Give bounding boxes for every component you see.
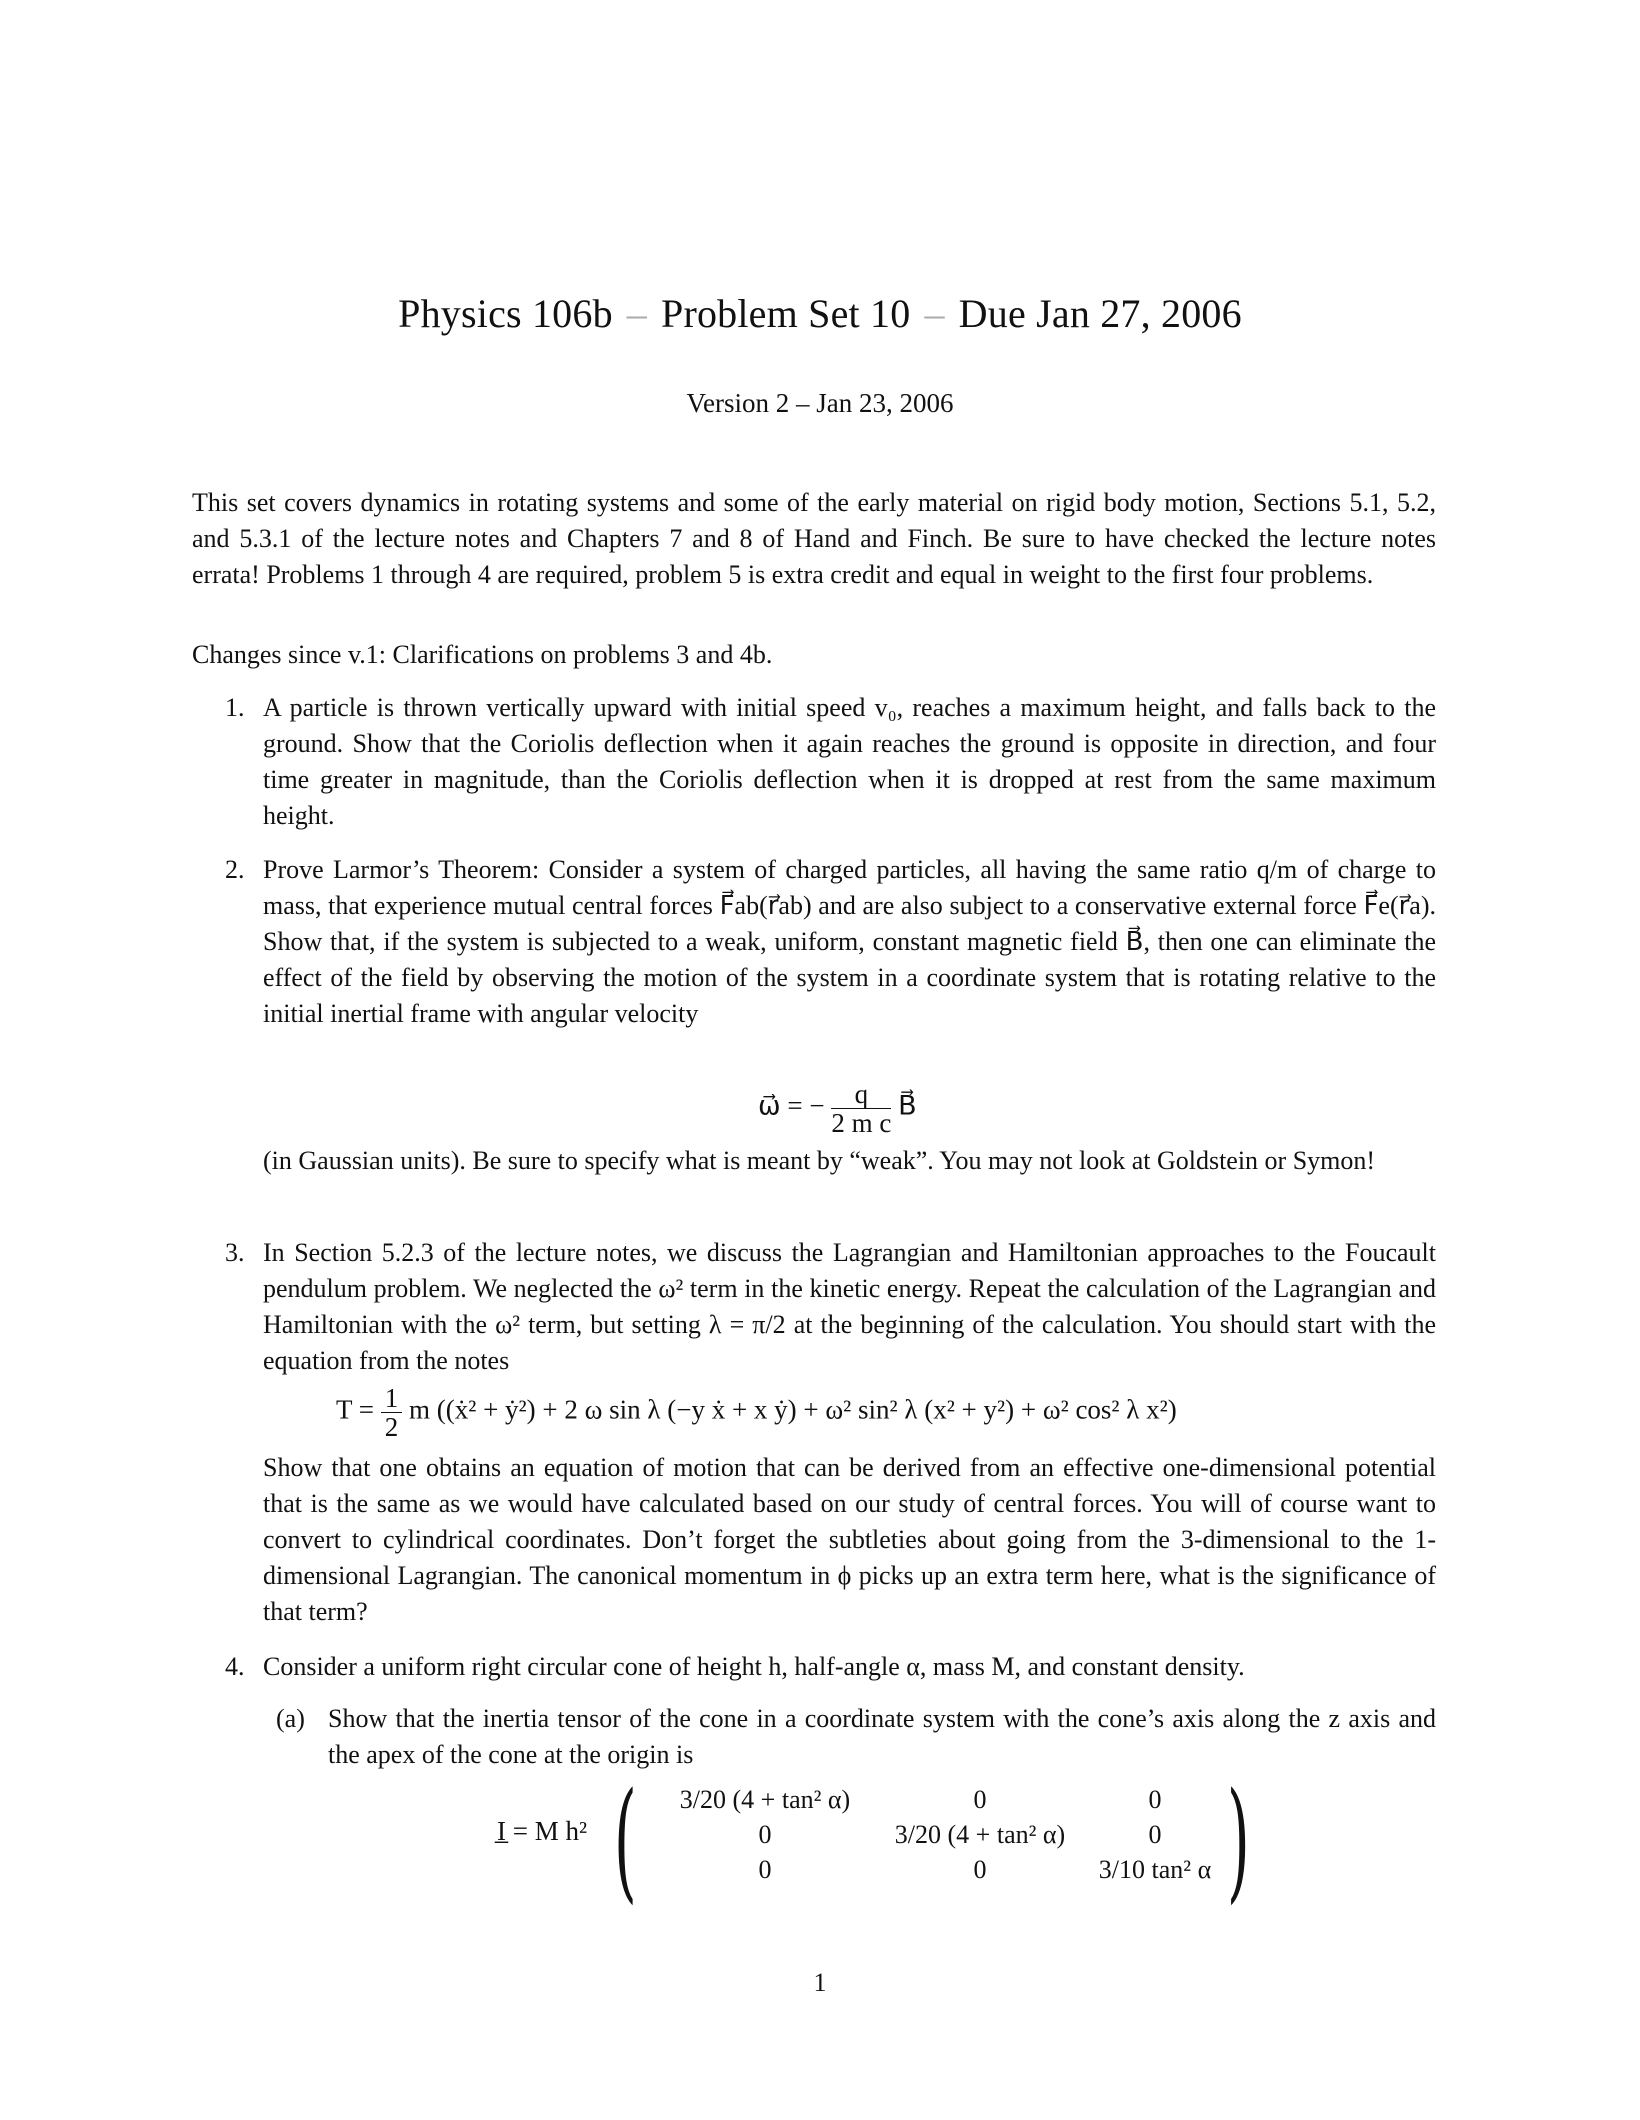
title-due: Due Jan 27, 2006 bbox=[958, 291, 1242, 336]
problem-3-continuation bbox=[263, 1450, 1436, 1630]
problem-text-after: (in Gaussian units). Be sure to specify what is meant by “weak”. You may not look at Goldstein or Symon! bbox=[263, 1146, 1376, 1175]
problem-1 bbox=[225, 690, 1436, 834]
equation-rhs: B⃗ bbox=[898, 1090, 917, 1121]
problem-3 bbox=[225, 1235, 1436, 1379]
fraction-denominator: 2 bbox=[384, 1412, 399, 1442]
matrix-cell-0-2: 0 bbox=[1148, 1785, 1162, 1814]
equation-fraction bbox=[831, 1080, 891, 1137]
matrix-right-paren: ) bbox=[1226, 1764, 1250, 1916]
version-line: Version 2 – Jan 23, 2006 bbox=[686, 388, 954, 418]
problem-number: 3. bbox=[225, 1238, 245, 1267]
problem-number: 2. bbox=[225, 855, 245, 884]
title-separator-2: – bbox=[924, 291, 945, 336]
changes-line: Changes since v.1: Clarifications on problems 3 and 4b. bbox=[192, 640, 773, 669]
equation-lhs: ω⃗ = − bbox=[758, 1090, 825, 1121]
fraction-denominator: 2 m c bbox=[831, 1108, 892, 1138]
problem-4 bbox=[225, 1649, 1436, 1685]
equation-fraction bbox=[381, 1384, 403, 1441]
problem-text-after: Show that one obtains an equation of motion that can be derived from an effective one-dimensional potential that is the same as we would have calculated based on our study of central forces. You will of course want to convert to cylindrical coordinates. Don’t forget the subtleties about going from the 3-dimensional to the 1-dimensional Lagrangian. The canonical momentum in ϕ picks up an extra term here, what is the significance of that term? bbox=[263, 1453, 1436, 1626]
fraction-numerator: q bbox=[831, 1080, 891, 1109]
matrix-cell-0-1: 0 bbox=[973, 1785, 987, 1814]
title-course: Physics 106b bbox=[398, 291, 613, 336]
problem-text: Prove Larmor’s Theorem: Consider a system of charged particles, all having the same ratio q/m of charge to mass, that experience mutual central forces F⃗ab(r⃗ab) and are also subject to a conservative external force F⃗e(r⃗a). Show that, if the system is subjected to a weak, uniform, constant magnetic field B⃗, then one can eliminate the effect of the field by observing the motion of the system in a coordinate system that is rotating relative to the initial inertial frame with angular velocity bbox=[263, 855, 1436, 1028]
problem-2 bbox=[225, 852, 1436, 1032]
problem-number: 1. bbox=[225, 693, 245, 722]
problem-text: In Section 5.2.3 of the lecture notes, we discuss the Lagrangian and Hamiltonian approaches to the Foucault pendulum problem. We neglected the ω² term in the kinetic energy. Repeat the calculation of the Lagrangian and Hamiltonian with the ω² term, but setting λ = π/2 at the beginning of the calculation. You should start with the equation from the notes bbox=[263, 1238, 1436, 1375]
equation-lhs: T = bbox=[336, 1394, 374, 1425]
matrix-cell-0-0: 3/20 (4 + tan² α) bbox=[679, 1785, 851, 1814]
page-number: 1 bbox=[813, 1968, 827, 1997]
problem-4a bbox=[276, 1701, 1436, 1773]
equation-rhs: m ((ẋ² + ẏ²) + 2 ω sin λ (−y ẋ + x ẏ) + ω² sin² λ (x² + y²) + ω² cos² λ x²) bbox=[408, 1394, 1177, 1425]
title-set: Problem Set 10 bbox=[661, 291, 911, 336]
subpart-text: Show that the inertia tensor of the cone in a coordinate system with the cone’s axis along the z axis and the apex of the cone at the origin is bbox=[328, 1704, 1436, 1769]
matrix-cell-2-1: 0 bbox=[973, 1855, 987, 1884]
title-separator-1: – bbox=[626, 291, 647, 336]
fraction-numerator: 1 bbox=[381, 1384, 403, 1413]
problem-text: Consider a uniform right circular cone of height h, half-angle α, mass M, and constant density. bbox=[263, 1652, 1245, 1681]
matrix-lhs: I̲ = M h² bbox=[497, 1816, 588, 1846]
intro-paragraph: This set covers dynamics in rotating systems and some of the early material on rigid body motion, Sections 5.1, 5.2, and 5.3.1 of the lecture notes and Chapters 7 and 8 of Hand and Finch. Be sure to have checked the lecture notes errata! Problems 1 through 4 are required, problem 5 is extra credit and equal in weight to the first four problems. bbox=[192, 488, 1436, 589]
matrix-cell-1-0: 0 bbox=[758, 1820, 772, 1849]
matrix-cell-2-2: 3/10 tan² α bbox=[1098, 1855, 1212, 1884]
matrix-cell-1-1: 3/20 (4 + tan² α) bbox=[894, 1820, 1066, 1849]
larmor-equation bbox=[758, 1080, 917, 1137]
kinetic-energy-equation bbox=[336, 1384, 1177, 1441]
matrix-cell-1-2: 0 bbox=[1148, 1820, 1162, 1849]
problem-2-continuation bbox=[263, 1143, 1436, 1179]
problem-text: A particle is thrown vertically upward with initial speed v₀, reaches a maximum height, and falls back to the ground. Show that the Coriolis deflection when it again reaches the ground is opposite in direction, and four time greater in magnitude, than the Coriolis deflection when it is dropped at rest from the same maximum height. bbox=[263, 693, 1436, 830]
page-title bbox=[0, 290, 1640, 337]
matrix-cell-2-0: 0 bbox=[758, 1855, 772, 1884]
subpart-label: (a) bbox=[276, 1704, 305, 1733]
problem-number: 4. bbox=[225, 1652, 245, 1681]
matrix-left-paren: ( bbox=[613, 1764, 637, 1916]
